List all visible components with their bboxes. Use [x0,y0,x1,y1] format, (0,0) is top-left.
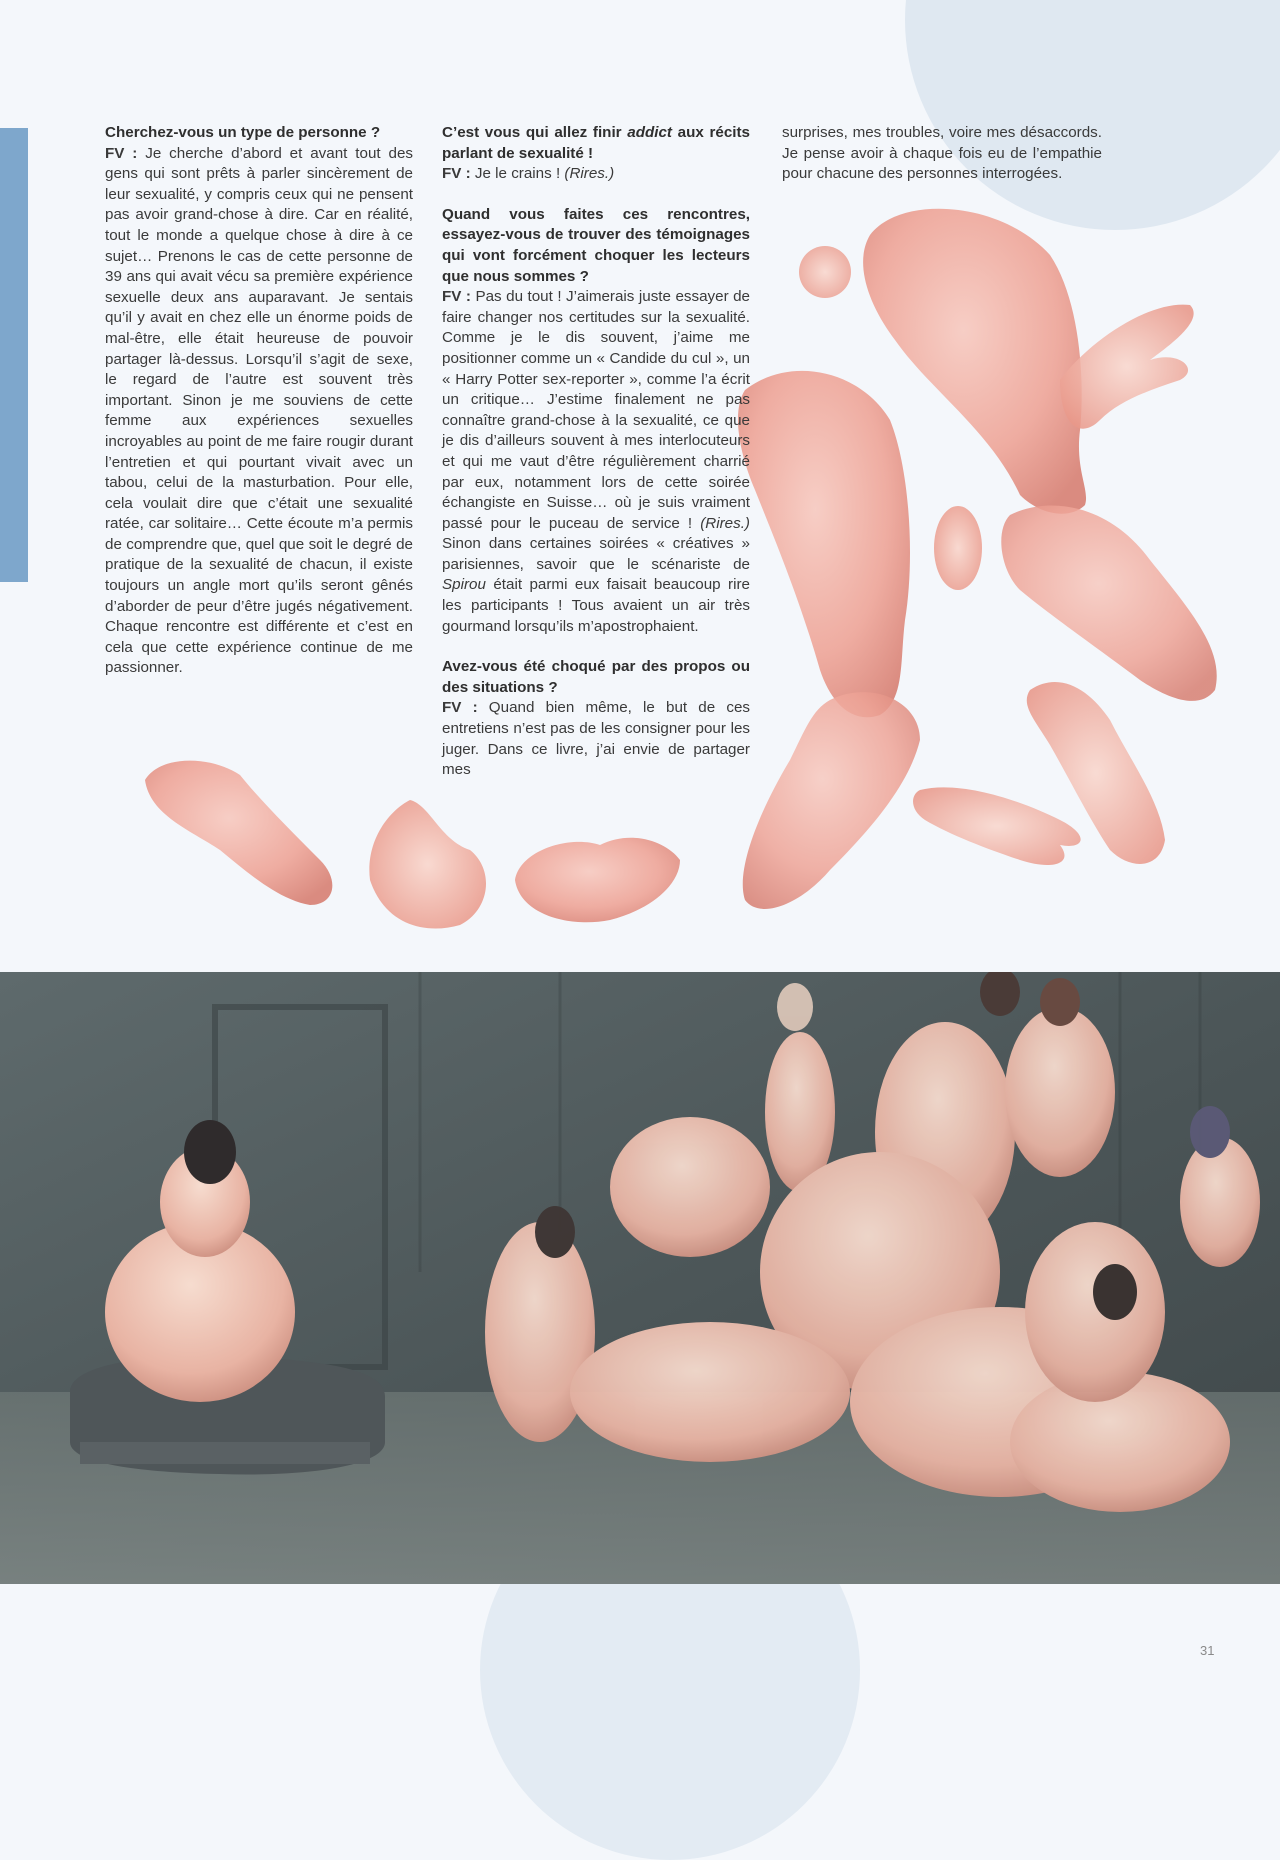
illustration-piece-2 [369,800,486,929]
question-text: aux récits parlant de sexualité ! [442,124,750,162]
illustration-hand-top [1060,305,1194,429]
answer-paragraph [442,698,750,780]
answer-italic: Spirou [442,576,486,594]
question-text: C’est vous qui allez finir [442,124,628,141]
answer-text: Quand bien même, le but de ces entretiens n’est pas de les consigner pour les juger. Dans ce livre, j’ai envie de partager mes [442,699,750,779]
question-heading: Avez-vous été choqué par des propos ou des situations ? [442,658,750,696]
text-column-left [105,123,413,679]
illustration-leg-lower [743,692,920,909]
speaker-label: FV : [442,699,478,717]
answer-italic: (Rires.) [700,514,750,532]
scene-illustration [0,972,1280,1584]
illustration-leg-middle [738,371,910,717]
answer-text: Pas du tout ! J’aimerais juste essayer de faire changer nos certitudes sur la sexualité. Comme je le dis souvent, j’aime me positionner comme un « Candide du cul », un « Harry Potter sex-reporter », comme l’a écrit un critique… J’estime finalement ne pas connaître grand-chose à la sexualité, ce que je dis d’ailleurs souvent à mes interlocuteurs et qui me vaut d’être régulièrement charrié par eux, notamment lors de cette soirée échangiste en Suisse… où je suis vraiment passé pour le puceau de service ! [442,288,751,532]
text-column-right [782,123,1102,185]
answer-text: était parmi eux faisait beaucoup rire les participants ! Tous avaient un air très gourmand lorsqu’ils m’apostrophaient. [442,576,750,635]
answer-paragraph [442,287,750,637]
illustration-hand-lower [913,787,1081,865]
answer-text: Je cherche d’abord et avant tout des gens qui sont prêts à parler sincèrement de leur sexualité, y compris ceux qui ne pensent pas avoir grand-chose à dire. Car en réalité, tout le monde a quelque chose à dire à ce sujet… Prenons le cas de cette personne de 39 ans qui avait vécu sa première expérience sexuelle deux ans auparavant. Je sentais qu’il y avait en chez elle un énorme poids de mal-être, elle était heureuse de pouvoir partager là-dessus. Lorsqu’il s’agit de sexe, le regard de l’autre est souvent très important. Sinon je me souviens de cette femme aux expériences sexuelles incroyables au point de me faire rougir durant l’entretien et qui pourtant vivait avec un tabou, celui de la masturbation. Pour elle, cela voulait dire que c’était une sexualité ratée, car solitaire… Cette écoute m’a permis de comprendre que, quel que soit le degré de pratique de la sexualité de chacun, il existe toujours un angle mort qu’ils seront gênés d’aborder de peur d’être jugés négativement. Chaque rencontre est différente et c’est en cela que cette expérience continue de me passionner. [105,144,413,677]
answer-continuation: surprises, mes troubles, voire mes désaccords. Je pense avoir à chaque fois eu de l’empathie pour chacune des personnes interrogées. [782,124,1102,183]
text-column-middle [442,123,750,781]
question-heading: Cherchez-vous un type de personne ? [105,124,381,141]
answer-paragraph [442,164,750,185]
speaker-label: FV : [105,144,138,162]
question-heading: Quand vous faites ces rencontres, essayez-vous de trouver des témoignages qui vont forcément choquer les lecteurs que nous sommes ? [442,205,750,285]
question-italic: addict [627,124,672,141]
illustration-small-circle [799,246,851,298]
illustration-piece-1 [145,761,332,905]
answer-italic: (Rires.) [564,165,615,183]
answer-text: Je le crains ! [470,165,565,183]
speaker-label: FV : [442,165,471,183]
spacer [442,185,750,205]
speaker-label: FV : [442,288,471,306]
illustration-foot-right [1001,505,1216,700]
answer-text: Sinon dans certaines soirées « créatives » parisiennes, savoir que le scénariste de [442,535,750,573]
question-heading [442,123,750,164]
illustration-vulva [934,506,982,590]
spacer [442,637,750,657]
answer-paragraph [105,144,413,679]
illustration-piece-3 [515,838,680,923]
page-number: 31 [1200,1643,1215,1658]
